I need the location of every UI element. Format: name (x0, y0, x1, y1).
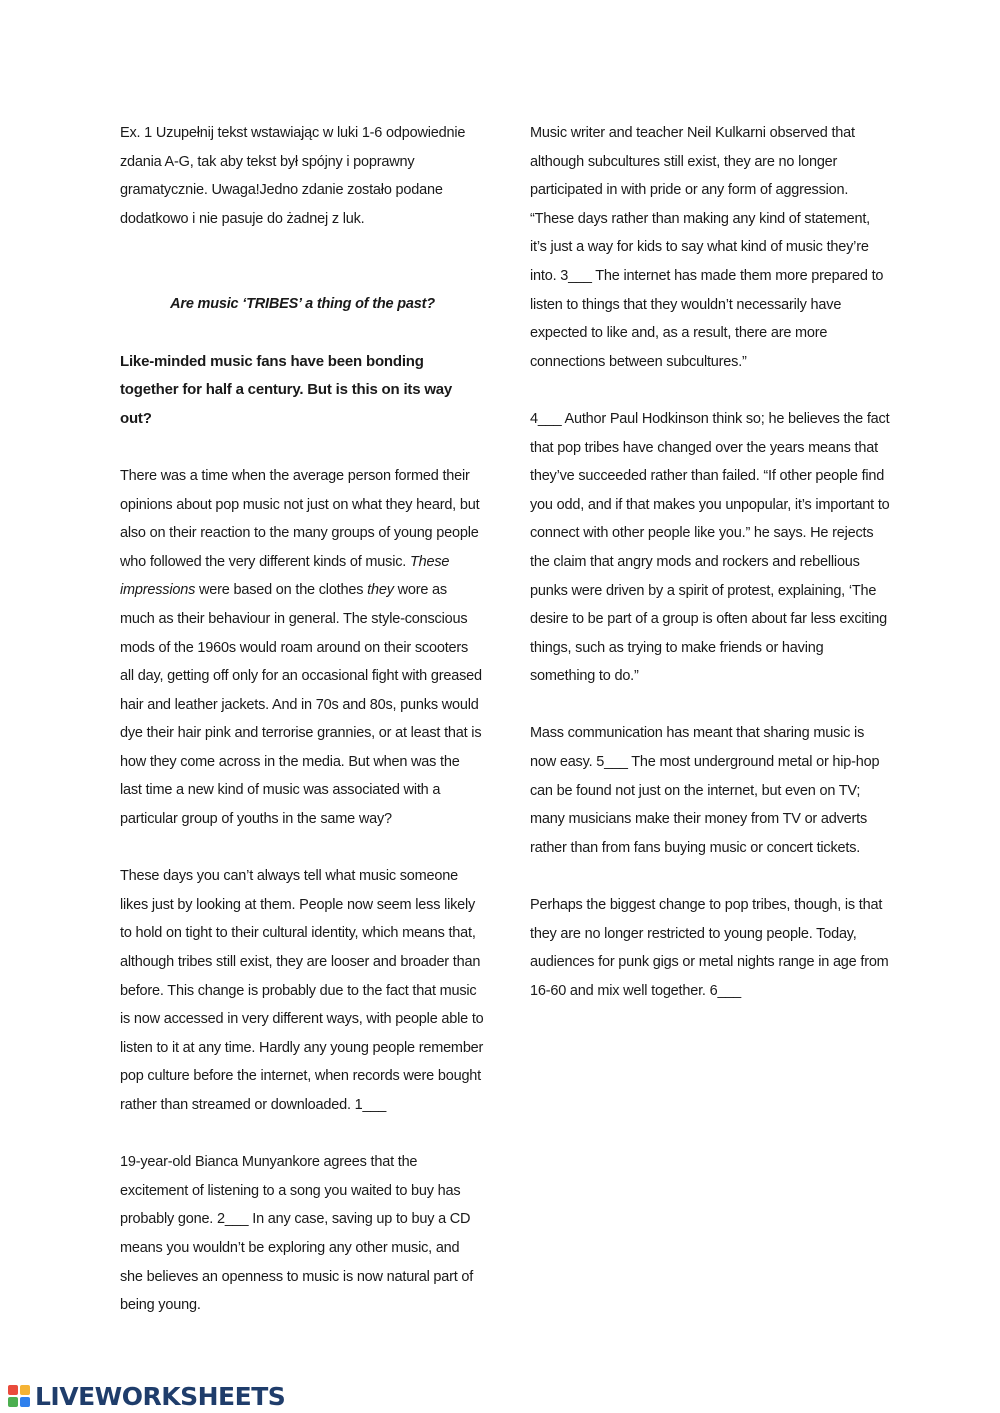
emphasis-they: they (367, 582, 394, 599)
exercise-instruction: Ex. 1 Uzupełnij tekst wstawiając w luki 1-6 odpowiednie zdania A-G, tak aby tekst był spójny i poprawny gramatycznie. Uwaga!Jedno zdanie zostało podane dodatkowo i nie pasuje do żadnej z luk. (120, 125, 466, 227)
paragraph-4: Music writer and teacher Neil Kulkarni observed that although subcultures still exist, they are no longer participated in with pride or any form of aggression. “These days rather than making any kind of statement, it’s just a way for kids to say what kind of music they’re into. 3___ The internet has made them more prepared to listen to things that they wouldn’t necessarily have expected to like and, as a result, there are more connections between subcultures.” (530, 125, 884, 370)
paragraph-6: Mass communication has meant that sharing music is now easy. 5___ The most underground metal or hip-hop can be found not just on the internet, but even on TV; many musicians make their money from TV or adverts rather than from fans buying music or concert tickets. (530, 725, 880, 856)
emphasis-these-impressions: These impressions (120, 553, 450, 599)
liveworksheets-logo-icon (8, 1385, 32, 1407)
footer-logo (8, 1380, 285, 1412)
article-title: Are music ‘TRIBES’ a thing of the past? (170, 296, 435, 313)
paragraph-1: There was a time when the average person formed their opinions about pop music not just on what they heard, but also on their reaction to the many groups of young people who followed the very different kinds of music. These impressions were based on the clothes they wore as much as their behaviour in general. The style-conscious mods of the 1960s would roam around on their scooters all day, getting off only for an occasional fight with greased hair and leather jackets. And in 70s and 80s, punks would dye their hair pink and terrorise grannies, or at least that is how they come across in the media. But when was the last time a new kind of music was associated with a particular group of youths in the same way? (120, 467, 482, 828)
brand-name: LIVEWORKSHEETS (35, 1381, 286, 1411)
article-lead: Like-minded music fans have been bonding together for half a century. But is this on its way out? (120, 352, 453, 427)
left-column (120, 119, 485, 1348)
paragraph-2: These days you can’t always tell what music someone likes just by looking at them. People now seem less likely to hold on tight to their cultural identity, which means that, although tribes still exist, they are looser and broader than before. This change is probably due to the fact that music is now accessed in very different ways, with people able to listen to it at any time. Hardly any young people remember pop culture before the internet, when records were bought rather than streamed or downloaded. 1___ (120, 868, 484, 1113)
right-column (530, 119, 890, 1034)
paragraph-3: 19-year-old Bianca Munyankore agrees that the excitement of listening to a song you waited to buy has probably gone. 2___ In any case, saving up to buy a CD means you wouldn’t be exploring any other music, and she believes an openness to music is now natural part of being young. (120, 1154, 474, 1314)
paragraph-5: 4___ Author Paul Hodkinson think so; he believes the fact that pop tribes have changed over the years means that they’ve succeeded rather than failed. “If other people find you odd, and if that makes you unpopular, it’s important to connect with other people like you.” he says. He rejects the claim that angry mods and rockers and rebellious punks were driven by a spirit of protest, explaining, ‘The desire to be part of a group is often about far less exciting things, such as trying to make friends or having something to do.” (530, 410, 890, 685)
paragraph-7: Perhaps the biggest change to pop tribes, though, is that they are no longer restricted to young people. Today, audiences for punk gigs or metal nights range in age from 16-60 and mix well together. 6___ (530, 897, 889, 999)
